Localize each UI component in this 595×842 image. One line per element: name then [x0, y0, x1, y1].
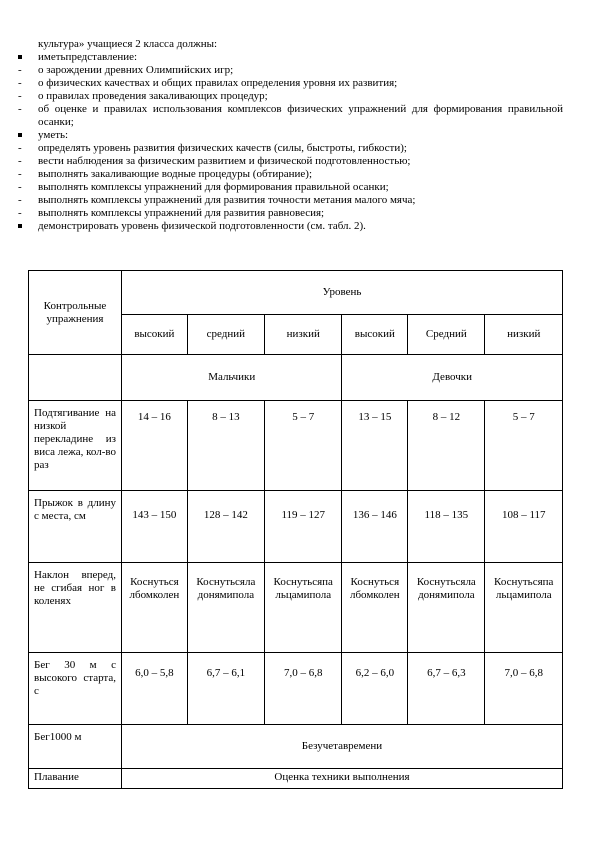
level-cell: высокий: [122, 315, 188, 355]
exercise-label: Плавание: [29, 769, 122, 789]
value-cell: 119 – 127: [265, 491, 342, 563]
level-cell: Средний: [408, 315, 485, 355]
merged-value-cell: Безучетавремени: [122, 725, 563, 769]
list-item: - выполнять комплексы упражнений для развития равновесия;: [18, 207, 325, 219]
value-cell: 6,0 – 5,8: [122, 653, 188, 725]
value-cell: 128 – 142: [187, 491, 264, 563]
value-cell: Коснутьсяпа льцамипола: [485, 563, 563, 653]
list-item: - о правилах проведения закаливающих процедур;: [18, 90, 268, 102]
list-item: - об оценке и правилах использования комплексов физических упражнений для формирования правильной осанки;: [18, 103, 563, 128]
value-cell: 13 – 15: [342, 401, 408, 491]
dash-marker: -: [18, 142, 22, 154]
list-item: - вести наблюдения за физическим развитием и физической подготовленностью;: [18, 155, 411, 167]
norms-table: [28, 270, 563, 789]
table-row: [29, 401, 563, 491]
value-cell: 8 – 13: [187, 401, 264, 491]
value-cell: 143 – 150: [122, 491, 188, 563]
level-cell: высокий: [342, 315, 408, 355]
exercise-label: Подтягивание на низкой перекладине из виса лежа, кол-во раз: [29, 401, 122, 491]
gender-boys: Мальчики: [122, 355, 342, 401]
dash-marker: -: [18, 77, 22, 89]
dash-marker: -: [18, 155, 22, 167]
gender-girls: Девочки: [342, 355, 563, 401]
exercise-label: Прыжок в длину с места, см: [29, 491, 122, 563]
level-cell: средний: [187, 315, 264, 355]
table-row: [29, 271, 563, 315]
dash-marker: -: [18, 194, 22, 206]
dash-marker: -: [18, 64, 22, 76]
value-cell: 108 – 117: [485, 491, 563, 563]
value-cell: 6,7 – 6,3: [408, 653, 485, 725]
value-cell: Коснутьсяла донямипола: [187, 563, 264, 653]
dash-marker: -: [18, 181, 22, 193]
list-item: уметь:: [38, 129, 69, 141]
table-row: [29, 725, 563, 769]
value-cell: 6,2 – 6,0: [342, 653, 408, 725]
intro-text: культура» учащиеся 2 класса должны:: [38, 38, 218, 50]
dash-marker: -: [18, 103, 22, 115]
table-row: [29, 769, 563, 789]
list-item: - выполнять комплексы упражнений для развития точности метания малого мяча;: [18, 194, 416, 206]
list-item: - выполнять комплексы упражнений для формирования правильной осанки;: [18, 181, 389, 193]
value-cell: 7,0 – 6,8: [485, 653, 563, 725]
value-cell: Коснутьсяпа льцамипола: [265, 563, 342, 653]
level-cell: низкий: [265, 315, 342, 355]
value-cell: 136 – 146: [342, 491, 408, 563]
dash-marker: -: [18, 168, 22, 180]
list-item: - о зарождении древних Олимпийских игр;: [18, 64, 234, 76]
value-cell: 7,0 – 6,8: [265, 653, 342, 725]
empty-cell: [29, 355, 122, 401]
value-cell: 8 – 12: [408, 401, 485, 491]
value-cell: 14 – 16: [122, 401, 188, 491]
level-cell: низкий: [485, 315, 563, 355]
exercise-label: Наклон вперед, не сгибая ног в коленях: [29, 563, 122, 653]
dash-marker: -: [18, 90, 22, 102]
dash-marker: -: [18, 207, 22, 219]
list-item: иметьпредставление:: [38, 51, 138, 63]
value-cell: 5 – 7: [485, 401, 563, 491]
table-row: [29, 491, 563, 563]
value-cell: Коснуться лбомколен: [342, 563, 408, 653]
table-row: [29, 653, 563, 725]
list-item: - о физических качествах и общих правилах определения уровня их развития;: [18, 77, 398, 89]
header-exercises: Контрольные упражнения: [29, 271, 122, 355]
value-cell: Коснутьсяла донямипола: [408, 563, 485, 653]
table-row: [29, 563, 563, 653]
table-row: [29, 355, 563, 401]
list-item: демонстрировать уровень физической подготовленности (см. табл. 2).: [38, 220, 366, 232]
header-level: Уровень: [122, 271, 563, 315]
list-item: - выполнять закаливающие водные процедуры (обтирание);: [18, 168, 313, 180]
merged-value-cell: Оценка техники выполнения: [122, 769, 563, 789]
list-item: - определять уровень развития физических качеств (силы, быстроты, гибкости);: [18, 142, 407, 154]
exercise-label: Бег1000 м: [29, 725, 122, 769]
value-cell: 118 – 135: [408, 491, 485, 563]
exercise-label: Бег 30 м с высокого старта, с: [29, 653, 122, 725]
value-cell: 5 – 7: [265, 401, 342, 491]
value-cell: Коснуться лбомколен: [122, 563, 188, 653]
value-cell: 6,7 – 6,1: [187, 653, 264, 725]
requirements-list: [18, 51, 563, 233]
